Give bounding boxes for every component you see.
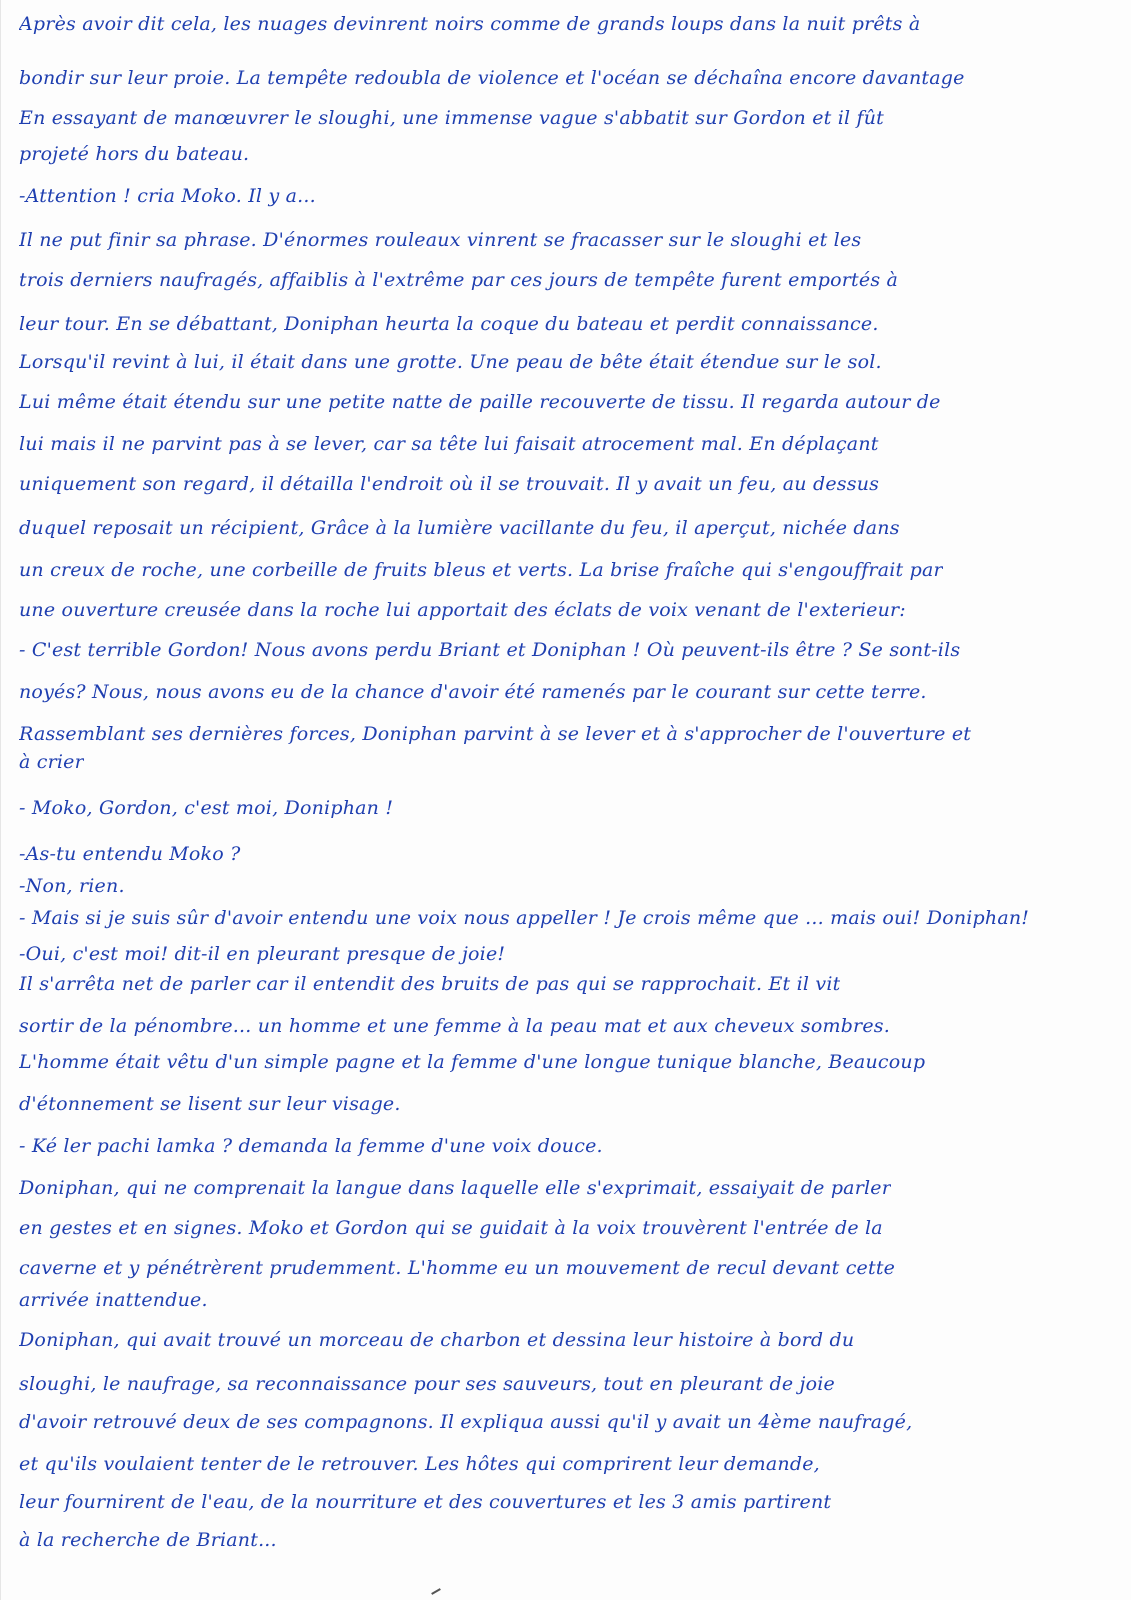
text-line: -Oui, c'est moi! dit-il en pleurant presque de joie! xyxy=(19,943,506,965)
text-line: -As-tu entendu Moko ? xyxy=(19,843,241,865)
text-line: -Attention ! cria Moko. Il y a... xyxy=(19,185,316,207)
text-line: arrivée inattendue. xyxy=(19,1289,208,1311)
text-line: Après avoir dit cela, les nuages devinrent noirs comme de grands loups dans la nuit prêts à xyxy=(19,13,921,35)
text-line: duquel reposait un récipient, Grâce à la lumière vacillante du feu, il aperçut, nichée dans xyxy=(19,517,900,539)
text-line: Lui même était étendu sur une petite natte de paille recouverte de tissu. Il regarda autour de xyxy=(19,391,941,413)
text-line: Il s'arrêta net de parler car il entendit des bruits de pas qui se rapprochait. Et il vit xyxy=(19,973,841,995)
text-line: En essayant de manœuvrer le sloughi, une immense vague s'abbatit sur Gordon et il fût xyxy=(19,107,885,129)
text-line: - Mais si je suis sûr d'avoir entendu une voix nous appeller ! Je crois même que ... mais oui! Doniphan! xyxy=(19,907,1030,929)
text-line: sortir de la pénombre... un homme et une femme à la peau mat et aux cheveux sombres. xyxy=(19,1015,890,1037)
text-line: Lorsqu'il revint à lui, il était dans une grotte. Une peau de bête était étendue sur le sol. xyxy=(19,351,882,373)
text-line: L'homme était vêtu d'un simple pagne et la femme d'une longue tunique blanche, Beaucoup xyxy=(19,1051,926,1073)
text-line: un creux de roche, une corbeille de fruits bleus et verts. La brise fraîche qui s'engouffrait par xyxy=(19,559,943,581)
text-line: d'avoir retrouvé deux de ses compagnons. Il expliqua aussi qu'il y avait un 4ème naufragé, xyxy=(19,1411,913,1433)
text-line: - C'est terrible Gordon! Nous avons perdu Briant et Doniphan ! Où peuvent-ils être ? Se sont-ils xyxy=(19,639,961,661)
text-line: et qu'ils voulaient tenter de le retrouver. Les hôtes qui comprirent leur demande, xyxy=(19,1453,820,1475)
text-line: en gestes et en signes. Moko et Gordon qui se guidait à la voix trouvèrent l'entrée de la xyxy=(19,1217,883,1239)
text-line: sloughi, le naufrage, sa reconnaissance pour ses sauveurs, tout en pleurant de joie xyxy=(19,1373,835,1395)
text-line: à crier xyxy=(19,751,84,773)
text-line: trois derniers naufragés, affaiblis à l'extrême par ces jours de tempête furent emportés à xyxy=(19,269,899,291)
text-line: leur tour. En se débattant, Doniphan heurta la coque du bateau et perdit connaissance. xyxy=(19,313,879,335)
text-line: Rassemblant ses dernières forces, Doniphan parvint à se lever et à s'approcher de l'ouverture et xyxy=(19,723,972,745)
text-line: une ouverture creusée dans la roche lui apportait des éclats de voix venant de l'exterieur: xyxy=(19,599,906,621)
text-line: Il ne put finir sa phrase. D'énormes rouleaux vinrent se fracasser sur le sloughi et les xyxy=(19,229,862,251)
text-line: lui mais il ne parvint pas à se lever, car sa tête lui faisait atrocement mal. En déplaçant xyxy=(19,433,879,455)
text-line: noyés? Nous, nous avons eu de la chance d'avoir été ramenés par le courant sur cette terre. xyxy=(19,681,927,703)
text-line: -Non, rien. xyxy=(19,875,125,897)
text-line: caverne et y pénétrèrent prudemment. L'homme eu un mouvement de recul devant cette xyxy=(19,1257,896,1279)
text-line: uniquement son regard, il détailla l'endroit où il se trouvait. Il y avait un feu, au dessus xyxy=(19,473,880,495)
text-line: Doniphan, qui avait trouvé un morceau de charbon et dessina leur histoire à bord du xyxy=(19,1329,855,1351)
text-line: bondir sur leur proie. La tempête redoubla de violence et l'océan se déchaîna encore davantage xyxy=(19,67,965,89)
text-line: - Moko, Gordon, c'est moi, Doniphan ! xyxy=(19,797,394,819)
text-line: d'étonnement se lisent sur leur visage. xyxy=(19,1093,401,1115)
text-line: projeté hors du bateau. xyxy=(19,143,250,165)
text-line: Doniphan, qui ne comprenait la langue dans laquelle elle s'exprimait, essaiyait de parler xyxy=(19,1177,891,1199)
text-line: leur fournirent de l'eau, de la nourriture et des couvertures et les 3 amis partirent xyxy=(19,1491,832,1513)
text-line: - Ké ler pachi lamka ? demanda la femme d'une voix douce. xyxy=(19,1135,603,1157)
text-line: à la recherche de Briant... xyxy=(19,1529,277,1551)
